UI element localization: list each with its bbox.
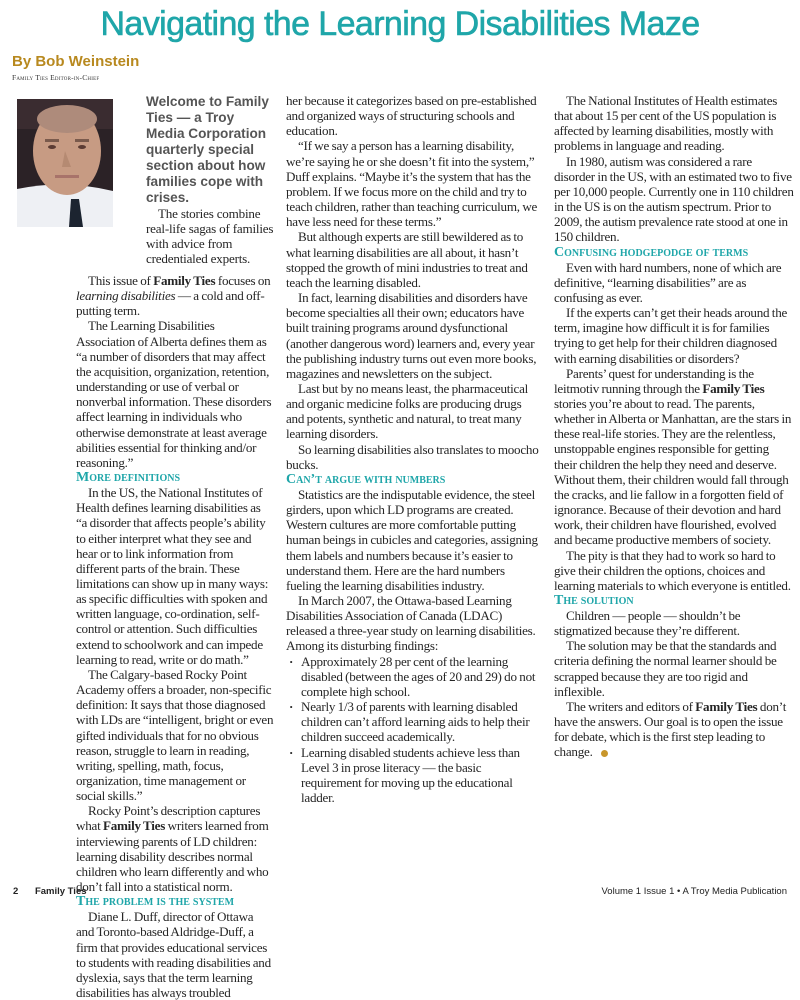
column-3 [554,93,794,760]
footer-left [13,886,87,898]
byline-role: Family Ties Editor-in-Chief [12,73,100,82]
paragraph: In the US, the National Institutes of Health defines learning disabilities as “a disorder that affects people’s ability to either interpret what they see and hear or to link information from different parts of the brain. These limitations can show up in many ways: as specific difficulties with spoken and written language, co-ordination, self-control or attention. Such difficulties extend to schoolwork and can impede learning to read, write or do math.” [76,485,269,667]
paragraph: In March 2007, the Ottawa-based Learning Disabilities Association of Canada (LDAC) released a three-year study on learning disabilities. Among its disturbing findings: [286,593,536,654]
paragraph: Even with hard numbers, none of which are definitive, “learning disabilities” are as confusing as ever. [554,259,782,305]
paragraph: In fact, learning disabilities and disorders have become specialties all their own; educators have built training programs around dysfunctional (another dangerous word) learners and, every year the publishing industry turns out even more books, magazines and newsletters on the subject. [286,290,537,381]
paragraph: In 1980, autism was considered a rare disorder in the US, with an estimated two to five per 10,000 people. Currently one in 110 children in the US is on the autism spectrum. Prior to 2009, the autism prevalence rate stood at one in 150 children. [554,153,794,245]
finding-item: · Nearly 1/3 of parents with learning disabled children can’t afford learning aids to help their children succeed academically. [286,699,542,744]
text: Rocky Point’s description captures what [76,803,261,834]
paragraph: But although experts are still bewildered as to what learning disabilities are all about, it hasn’t stopped the growth of mini industries to treat and teach the learning disabled. [286,229,528,290]
paragraph: Last but by no means least, the pharmaceutical and organic medicine folks are producing drugs and potents, synthetic and natural, to treat many learning disorders. [286,380,529,442]
footer-issue: Volume 1 Issue 1 • A Troy Media Publication [601,886,787,897]
paragraph: The Learning Disabilities Association of Alberta defines them as “a number of disorders that may affect the acquisition, organization, retention, understanding or use of verbal or nonverbal information. These disorders affect learning in individuals who otherwise demonstrate at least average abilities essential for thinking and/or reasoning.” [76,318,272,470]
paragraph [554,699,794,760]
finding-item: · Approximately 28 per cent of the learning disabled (between the ages of 20 and 29) do not complete high school. [286,654,542,699]
footer-publication: Family Ties [34,886,87,897]
column-2 [286,93,542,805]
end-mark-icon [601,750,608,757]
lead-paragraph: The stories combine real-life sagas of families with advice from credentialed experts. [146,206,274,267]
publication-name: Family Ties [695,698,758,714]
text: Parents’ quest for understanding is the leitmotiv running through the [554,365,754,396]
column-1 [76,273,274,1000]
paragraph: If the experts can’t get their heads around the term, imagine how difficult it is for families trying to get help for their children diagnosed with earning disabilities or disorders? [554,305,788,366]
publication-name: Family Ties [102,818,166,834]
lead-block [146,94,274,267]
finding-item: · Learning disabled students achieve less than Level 3 in prose literacy — the basic requirement for moving up the educational ladder. [286,745,542,806]
paragraph: The solution may be that the standards and criteria defining the normal learner should be scrapped because they are too rigid and inflexible. [554,638,777,699]
paragraph: So learning disabilities also translates to moocho bucks. [286,441,539,472]
article-title: Navigating the Learning Disabilities Maze [100,5,700,43]
lead-intro: Welcome to Family Ties — a Troy Media Corporation quarterly special section about how families cope with crises. [146,94,269,205]
paragraph [76,273,274,318]
text: focuses on [215,273,271,288]
paragraph [554,366,794,548]
paragraph: her because it categorizes based on pre-established and organized ways of structuring schools and education. [286,93,537,139]
text: stories you’re about to read. The parents, whether in Alberta or Manhattan, are the stars in these real-life stories. They are the relentless, unstoppable engines responsible for getting their children the help they need and deserve. Without them, their children would fall through the cracks, and lie fallow in a forgotten field of ignorance. Because of their devotion and hard work, their children have flourished, evolved and became productive members of society. [554,395,792,548]
paragraph: The National Institutes of Health estimates that about 15 per cent of the US population is affected by learning disabilities, mostly with problems in language and reading. [554,93,778,154]
paragraph: The pity is that they had to work so hard to give their children the options, choices and learning materials to which everyone is entitled. [554,547,791,593]
lead-body [146,206,274,267]
text: The writers and editors of [566,698,696,714]
text: This issue of [88,273,154,288]
text: writers learned from interviewing parents of LD children: learning disability describes normal children who learn differently and who don’t fall into a statistical norm. [76,818,269,895]
paragraph [76,803,274,894]
section-heading: The problem is the system [76,894,235,910]
text: don’t have the answers. Our goal is to open the issue for debate, which is the first step leading to change. [554,698,787,760]
section-heading: Can’t argue with numbers [286,471,446,487]
section-heading: The solution [554,593,634,608]
paragraph: The Calgary-based Rocky Point Academy offers a broader, non-specific definition: It says that those diagnosed with LDs are “intelligent, bright or even gifted individuals that for no obvious reason, struggle to learn in reading, writing, spelling, math, focus, organization, time management or social skills.” [76,666,274,804]
paragraph: Diane L. Duff, director of Ottawa and Toronto-based Aldridge-Duff, a firm that provides educational services to students with reading disabilities and dyslexia, says that the term learning disabilities has always troubled [76,909,271,1000]
byline-author: By Bob Weinstein [12,53,140,70]
paragraph: Statistics are the indisputable evidence, the steel girders, upon which LD programs are created. Western cultures are more comfortable putting human beings in cubicles and categories, assigning them labels and numbers because it’s easier to understand them. Here are the hard numbers fueling the learning disabilities industry. [286,486,538,593]
page-number: 2 [13,886,19,897]
publication-name: Family Ties [153,273,216,288]
author-portrait-icon [17,99,113,227]
emphasis: learning disabilities [76,288,176,304]
author-photo [17,99,113,227]
findings-list [286,654,542,806]
section-heading: Confusing hodgepodge of terms [554,244,749,260]
paragraph: “If we say a person has a learning disability, we’re saying he or she doesn’t fit into the system,” Duff explains. “Maybe it’s the system that has the problem. If we focus more on the child and try to teach children, rather than teaching curriculum, we have less need for these terms.” [286,138,538,230]
publication-name: Family Ties [702,380,765,396]
paragraph: Children — people — shouldn’t be stigmatized because they’re different. [554,608,741,639]
text: — a cold and off-putting term. [76,288,265,319]
section-heading: More definitions [76,470,181,486]
